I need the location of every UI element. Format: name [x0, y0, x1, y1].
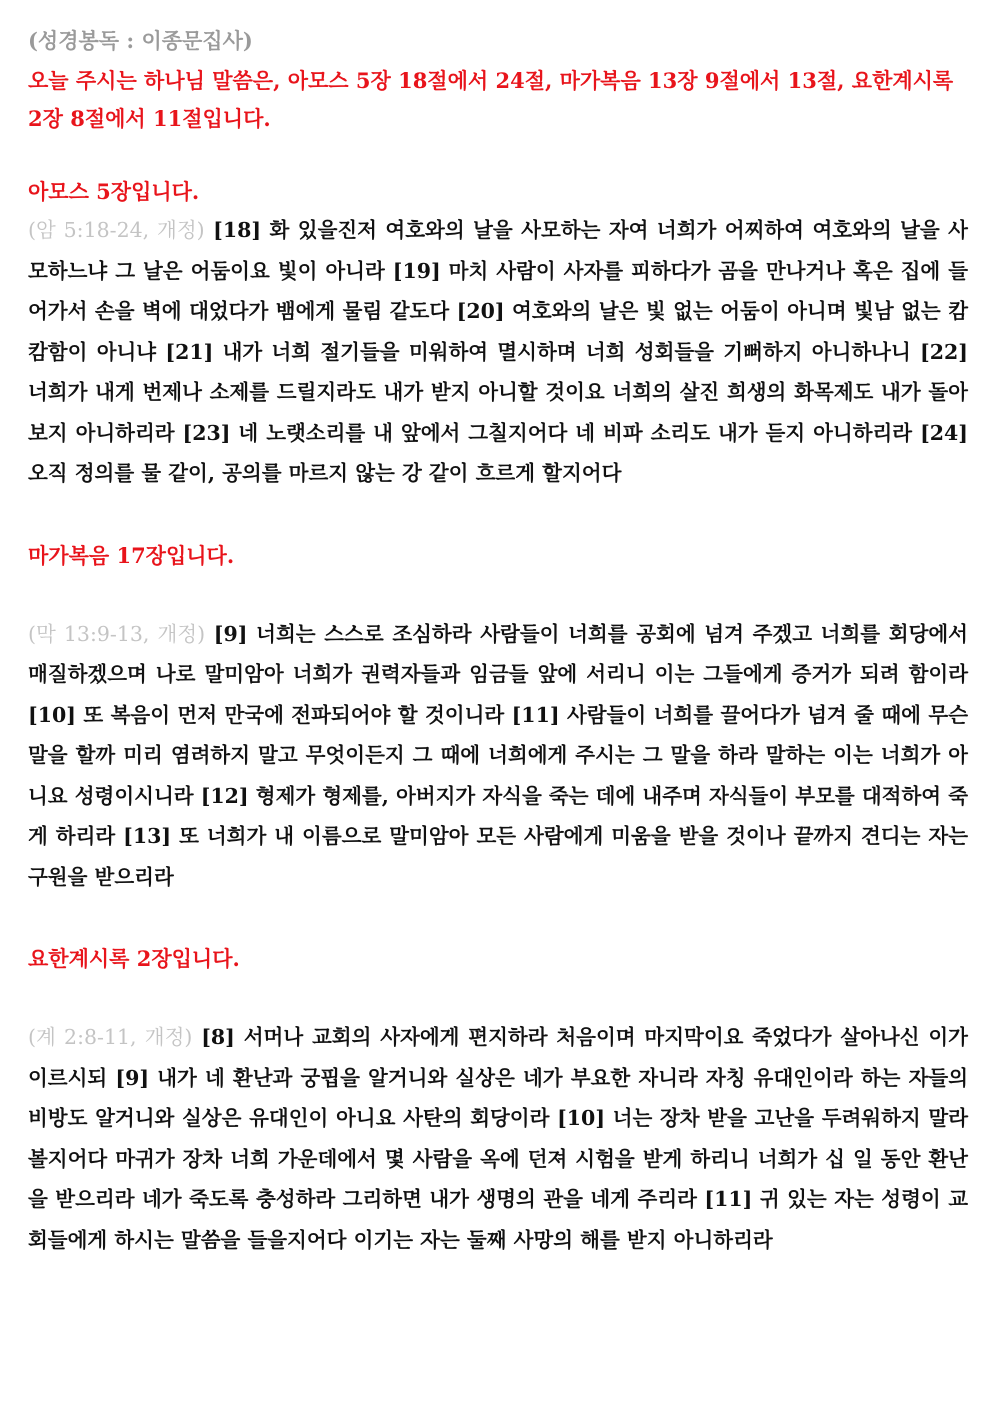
section-title-amos: 아모스 5장입니다. — [28, 179, 200, 204]
spacer — [28, 977, 968, 1017]
intro-paragraph: 오늘 주시는 하나님 말씀은, 아모스 5장 18절에서 24절, 마가복음 13장 9절에서 13절, 요한계시록 2장 8절에서 11절입니다. — [28, 68, 954, 131]
reader-credit: (성경봉독 : 이종문집사) — [28, 28, 253, 53]
verse-block-mark — [28, 614, 968, 898]
verse-reference-revelation: (계 2:8-11, 개정) — [28, 1025, 193, 1049]
spacer — [28, 897, 968, 941]
document-page — [28, 24, 968, 1260]
verse-block-amos — [28, 210, 968, 494]
section-title-mark: 마가복음 17장입니다. — [28, 542, 235, 568]
spacer — [28, 574, 968, 614]
spacer — [28, 494, 968, 538]
verse-reference-amos: (암 5:18-24, 개정) — [28, 218, 205, 242]
verse-reference-mark: (막 13:9-13, 개정) — [28, 621, 206, 646]
verse-text-mark: [9] 너희는 스스로 조심하라 사람들이 너희를 공회에 넘겨 주겠고 너희를 회당에서 매질하겠으며 나로 말미암아 너희가 권력자들과 임금들 앞에 서리니 이는 그들에게 증거가 되려 함이라 [10] 또 복음이 먼저 만국에 전파되어야 할 것이니라 [11] 사람들이 너희를 끌어다가 넘겨 줄 때에 무슨 말을 할까 미리 염려하지 말고 무엇이든지 그 때에 너희에게 주시는 그 말을 하라 말하는 이는 너희가 아니요 성령이시니라 [12] 형제가 형제를, 아버지가 자식을 죽는 데에 내주며 자식들이 부모를 대적하여 죽게 하리라 [13] 또 너희가 내 이름으로 말미암아 모든 사람에게 미움을 받을 것이나 끝까지 견디는 자는 구원을 받으리라 — [28, 621, 968, 889]
spacer — [28, 138, 968, 174]
verse-text-revelation: [8] 서머나 교회의 사자에게 편지하라 처음이며 마지막이요 죽었다가 살아나신 이가 이르시되 [9] 내가 네 환난과 궁핍을 알거니와 실상은 네가 부요한 자니라 자칭 유대인이라 하는 자들의 비방도 알거니와 실상은 유대인이 아니요 사탄의 회당이라 [10] 너는 장차 받을 고난을 두려워하지 말라 볼지어다 마귀가 장차 너희 가운데에서 몇 사람을 옥에 던져 시험을 받게 하리니 너희가 십 일 동안 환난을 받으리라 네가 죽도록 충성하라 그리하면 내가 생명의 관을 네게 주리라 [11] 귀 있는 자는 성령이 교회들에게 하시는 말씀을 들을지어다 이기는 자는 둘째 사망의 해를 받지 아니하리라 — [28, 1025, 968, 1252]
section-title-revelation: 요한계시록 2장입니다. — [28, 946, 240, 971]
verse-block-revelation — [28, 1017, 968, 1260]
verse-text-amos: [18] 화 있을진저 여호와의 날을 사모하는 자여 너희가 어찌하여 여호와의 날을 사모하느냐 그 날은 어둠이요 빛이 아니라 [19] 마치 사람이 사자를 피하다가 곰을 만나거나 혹은 집에 들어가서 손을 벽에 대었다가 뱀에게 물림 같도다 [20] 여호와의 날은 빛 없는 어둠이 아니며 빛남 없는 캄캄함이 아니냐 [21] 내가 너희 절기들을 미워하여 멸시하며 너희 성회들을 기뻐하지 아니하나니 [22] 너희가 내게 번제나 소제를 드릴지라도 내가 받지 아니할 것이요 너희의 살진 희생의 화목제도 내가 돌아보지 아니하리라 [23] 네 노랫소리를 내 앞에서 그칠지어다 네 비파 소리도 내가 듣지 아니하리라 [24] 오직 정의를 물 같이, 공의를 마르지 않는 강 같이 흐르게 할지어다 — [28, 218, 968, 485]
